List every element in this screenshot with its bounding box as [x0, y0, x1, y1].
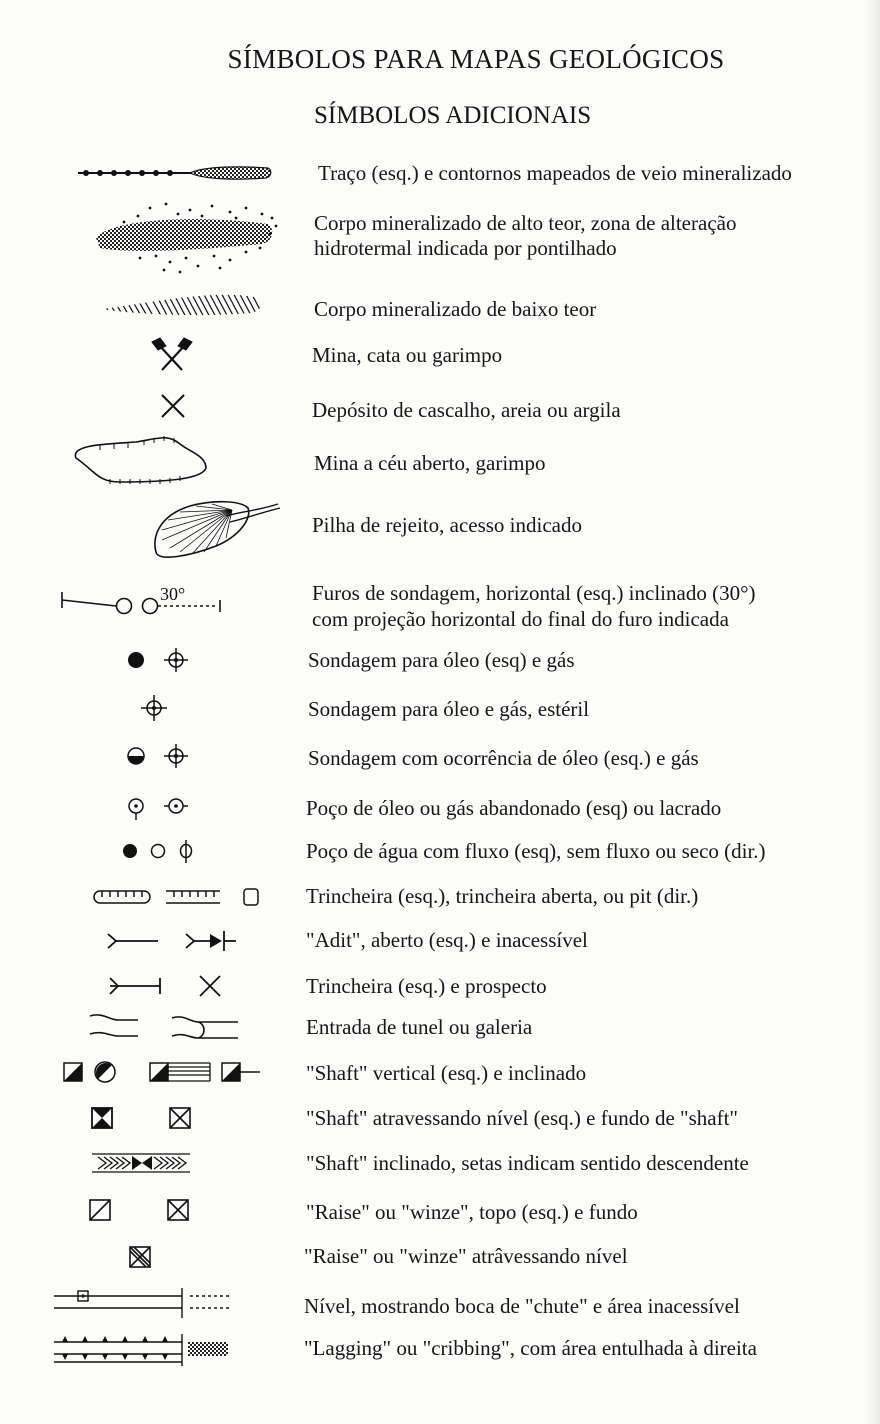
legend-description: "Lagging" ou "cribbing", com área entulhada à direita	[304, 1336, 757, 1360]
legend-row	[0, 1056, 880, 1090]
legend-description: Trincheira (esq.), trincheira aberta, ou pit (dir.)	[306, 884, 699, 908]
drill-angle-label: 30°	[160, 584, 186, 604]
shaft-through-level-icon	[40, 1102, 290, 1134]
legend-description: Traço (esq.) e contornos mapeados de veio mineralizado	[318, 161, 792, 185]
trench-prospect-icon	[40, 970, 290, 1002]
tunnel-entrance-icon	[40, 1010, 290, 1044]
legend-description: com projeção horizontal do final do furo indicada	[312, 607, 729, 631]
legend-row	[0, 926, 880, 956]
legend-row	[0, 430, 880, 492]
legend-row	[0, 158, 880, 188]
legend-row	[0, 836, 880, 866]
raise-winze-through-icon	[40, 1240, 290, 1272]
abandoned-well-icon	[40, 790, 290, 822]
legend-row	[0, 336, 880, 376]
legend-row	[0, 970, 880, 1002]
inclined-shaft-arrows-icon	[40, 1148, 290, 1178]
legend-description: Trincheira (esq.) e prospecto	[306, 974, 547, 998]
lagging-cribbing-icon	[40, 1330, 290, 1370]
legend-description: Furos de sondagem, horizontal (esq.) inclinado (30°)	[312, 581, 756, 605]
legend-description: Sondagem para óleo e gás, estéril	[308, 697, 590, 721]
legend-description: hidrotermal indicada por pontilhado	[314, 236, 617, 260]
legend-row	[0, 790, 880, 822]
legend-description: Poço de água com fluxo (esq), sem fluxo ou seco (dir.)	[306, 839, 766, 863]
legend-row	[0, 1010, 880, 1044]
legend-description: Depósito de cascalho, areia ou argila	[312, 398, 621, 422]
x-mark-icon	[40, 390, 290, 424]
legend-description: Poço de óleo ou gás abandonado (esq) ou lacrado	[306, 796, 722, 820]
legend-row	[0, 578, 880, 636]
legend-row	[0, 285, 880, 321]
legend-row	[0, 390, 880, 424]
tailings-pile-icon	[40, 496, 290, 566]
legend-row	[0, 496, 880, 566]
legend-row	[0, 1284, 880, 1324]
crossed-hammers-icon	[40, 336, 290, 376]
legend-row	[0, 1194, 880, 1226]
legend-description: Corpo mineralizado de alto teor, zona de alteração	[314, 211, 737, 235]
shaft-icon	[40, 1056, 290, 1090]
legend-row	[0, 198, 880, 276]
raise-winze-icon	[40, 1194, 290, 1226]
level-chute-icon	[40, 1284, 290, 1324]
legend-row	[0, 1148, 880, 1178]
legend-description: Entrada de tunel ou galeria	[306, 1015, 533, 1039]
legend-description: "Shaft" inclinado, setas indicam sentido descendente	[306, 1151, 749, 1175]
page-title: SÍMBOLOS PARA MAPAS GEOLÓGICOS	[227, 44, 725, 74]
oil-show-well-icon	[40, 740, 290, 772]
legend-row	[0, 1102, 880, 1134]
section-subtitle: SÍMBOLOS ADICIONAIS	[314, 102, 592, 129]
legend-description: Sondagem com ocorrência de óleo (esq.) e gás	[308, 746, 699, 770]
legend-description: Nível, mostrando boca de "chute" e área inacessível	[304, 1294, 740, 1318]
dry-well-icon	[40, 692, 290, 726]
adit-icon	[40, 926, 290, 956]
legend-description: "Shaft" atravessando nível (esq.) e fundo de "shaft"	[306, 1106, 738, 1130]
mineralized-vein-trace-icon	[40, 158, 290, 188]
legend-row	[0, 740, 880, 772]
legend-description: "Shaft" vertical (esq.) e inclinado	[306, 1061, 587, 1085]
legend-description: "Raise" ou "winze", topo (esq.) e fundo	[306, 1200, 638, 1224]
legend-row	[0, 1240, 880, 1272]
legend-description: "Raise" ou "winze" atrâvessando nível	[304, 1244, 628, 1268]
legend-row	[0, 644, 880, 676]
legend-description: "Adit", aberto (esq.) e inacessível	[306, 928, 588, 952]
water-well-icon	[40, 836, 290, 866]
low-grade-ore-body-icon	[40, 285, 290, 321]
oil-gas-well-icon	[40, 644, 290, 676]
legend-description: Pilha de rejeito, acesso indicado	[312, 513, 582, 537]
high-grade-ore-body-icon	[40, 198, 290, 276]
trench-pit-icon	[40, 882, 290, 912]
drill-hole-icon	[40, 578, 290, 636]
legend-row	[0, 882, 880, 912]
legend-row	[0, 1330, 880, 1370]
legend-description: Mina a céu aberto, garimpo	[314, 451, 546, 475]
legend-description: Sondagem para óleo (esq) e gás	[308, 648, 575, 672]
open-pit-icon	[40, 430, 290, 492]
legend-row	[0, 692, 880, 726]
legend-description: Corpo mineralizado de baixo teor	[314, 297, 597, 321]
legend-description: Mina, cata ou garimpo	[312, 343, 503, 367]
